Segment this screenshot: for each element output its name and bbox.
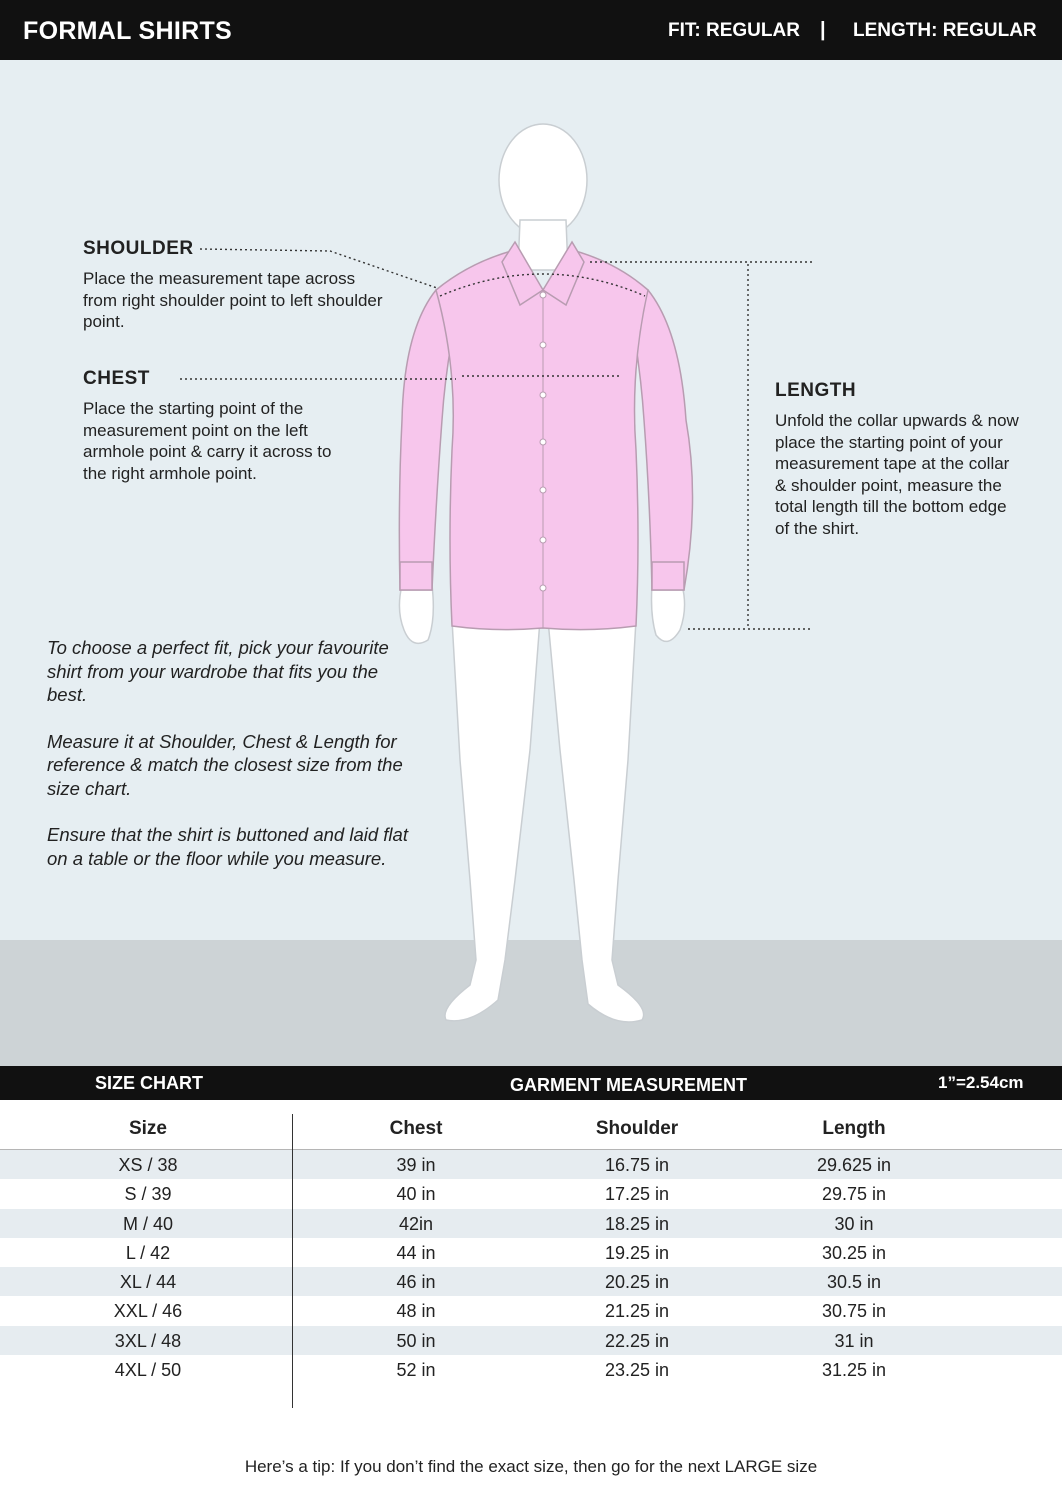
size-table	[0, 1100, 1062, 1384]
shoulder-guide	[83, 238, 383, 333]
shoulder-cell: 18.25 in	[604, 1213, 670, 1234]
chest-cell: 46 in	[396, 1272, 436, 1293]
shoulder-cell: 19.25 in	[604, 1242, 670, 1263]
size-column-divider	[292, 1114, 293, 1408]
chest-guide	[83, 368, 353, 484]
length-guide	[775, 380, 1025, 539]
chest-cell: 44 in	[396, 1242, 436, 1263]
shoulder-description: Place the measurement tape across from right shoulder point to left shoulder point.	[83, 269, 383, 331]
length-cell: 29.625 in	[816, 1155, 892, 1175]
size-tip: Here’s a tip: If you don’t find the exact size, then go for the next LARGE size	[244, 1457, 818, 1476]
length-cell: 30 in	[834, 1213, 874, 1234]
tip-paragraph: To choose a perfect fit, pick your favourite shirt from your wardrobe that fits you the best.	[47, 637, 389, 705]
length-heading: LENGTH	[775, 380, 857, 401]
column-header-shoulder: Shoulder	[595, 1118, 679, 1139]
column-header-chest: Chest	[389, 1118, 443, 1139]
shoulder-cell: 21.25 in	[604, 1301, 670, 1322]
length-cell: 30.5 in	[826, 1272, 882, 1293]
chest-cell: 48 in	[396, 1301, 436, 1322]
length-description: Unfold the collar upwards & now place the starting point of your measurement tape at the collar & shoulder point, measure the total length till the bottom edge of the shirt.	[775, 411, 1019, 538]
shirt-shape	[399, 242, 692, 630]
tip-paragraph: Measure it at Shoulder, Chest & Length for reference & match the closest size from the size chart.	[47, 730, 403, 799]
column-header-length: Length	[822, 1118, 886, 1139]
tip-paragraph: Ensure that the shirt is buttoned and laid flat on a table or the floor while you measure.	[47, 824, 408, 869]
size-cell: M / 40	[122, 1213, 174, 1234]
size-cell: 4XL / 50	[114, 1360, 182, 1381]
page-title: FORMAL SHIRTS	[23, 17, 232, 45]
fit-tips	[47, 636, 417, 893]
size-cell: L / 42	[125, 1242, 171, 1263]
length-cell: 30.75 in	[821, 1301, 887, 1322]
table-row	[0, 1209, 1062, 1238]
table-row	[0, 1326, 1062, 1355]
shoulder-cell: 16.75 in	[604, 1155, 670, 1175]
shoulder-cell: 22.25 in	[604, 1330, 670, 1351]
shoulder-cell: 23.25 in	[604, 1360, 670, 1381]
length-cell: 31 in	[834, 1330, 874, 1351]
size-cell: XS / 38	[118, 1155, 178, 1175]
size-cell: 3XL / 48	[114, 1330, 182, 1351]
length-cell: 29.75 in	[821, 1184, 887, 1205]
size-cell: XXL / 46	[113, 1301, 183, 1322]
table-row	[0, 1238, 1062, 1267]
shoulder-cell: 17.25 in	[604, 1184, 670, 1205]
size-table-header	[0, 1100, 1062, 1150]
length-cell: 30.25 in	[821, 1242, 887, 1263]
size-cell: XL / 44	[119, 1272, 177, 1293]
chest-cell: 39 in	[396, 1155, 436, 1175]
size-chart-header	[0, 1066, 1062, 1100]
length-label: LENGTH: REGULAR	[853, 20, 1037, 41]
chest-cell: 52 in	[396, 1360, 436, 1381]
length-cell: 31.25 in	[821, 1360, 887, 1381]
shoulder-heading: SHOULDER	[83, 238, 194, 259]
size-cell: S / 39	[124, 1184, 172, 1205]
header-separator: |	[820, 19, 826, 41]
chest-cell: 42in	[398, 1213, 434, 1234]
chest-description: Place the starting point of the measurement point on the left armhole point & carry it across to the right armhole point.	[83, 399, 332, 483]
table-row	[0, 1267, 1062, 1296]
unit-conversion: 1”=2.54cm	[938, 1073, 1024, 1092]
chest-cell: 40 in	[396, 1184, 436, 1205]
column-header-size: Size	[128, 1118, 168, 1139]
table-row	[0, 1150, 1062, 1179]
size-chart-title: SIZE CHART	[95, 1073, 203, 1093]
table-row	[0, 1355, 1062, 1384]
chest-heading: CHEST	[83, 368, 150, 389]
fit-label: FIT: REGULAR	[668, 20, 800, 41]
table-row	[0, 1296, 1062, 1325]
shoulder-cell: 20.25 in	[604, 1272, 670, 1293]
table-row	[0, 1179, 1062, 1208]
garment-measurement-label: GARMENT MEASUREMENT	[510, 1075, 747, 1095]
chest-cell: 50 in	[396, 1330, 436, 1351]
